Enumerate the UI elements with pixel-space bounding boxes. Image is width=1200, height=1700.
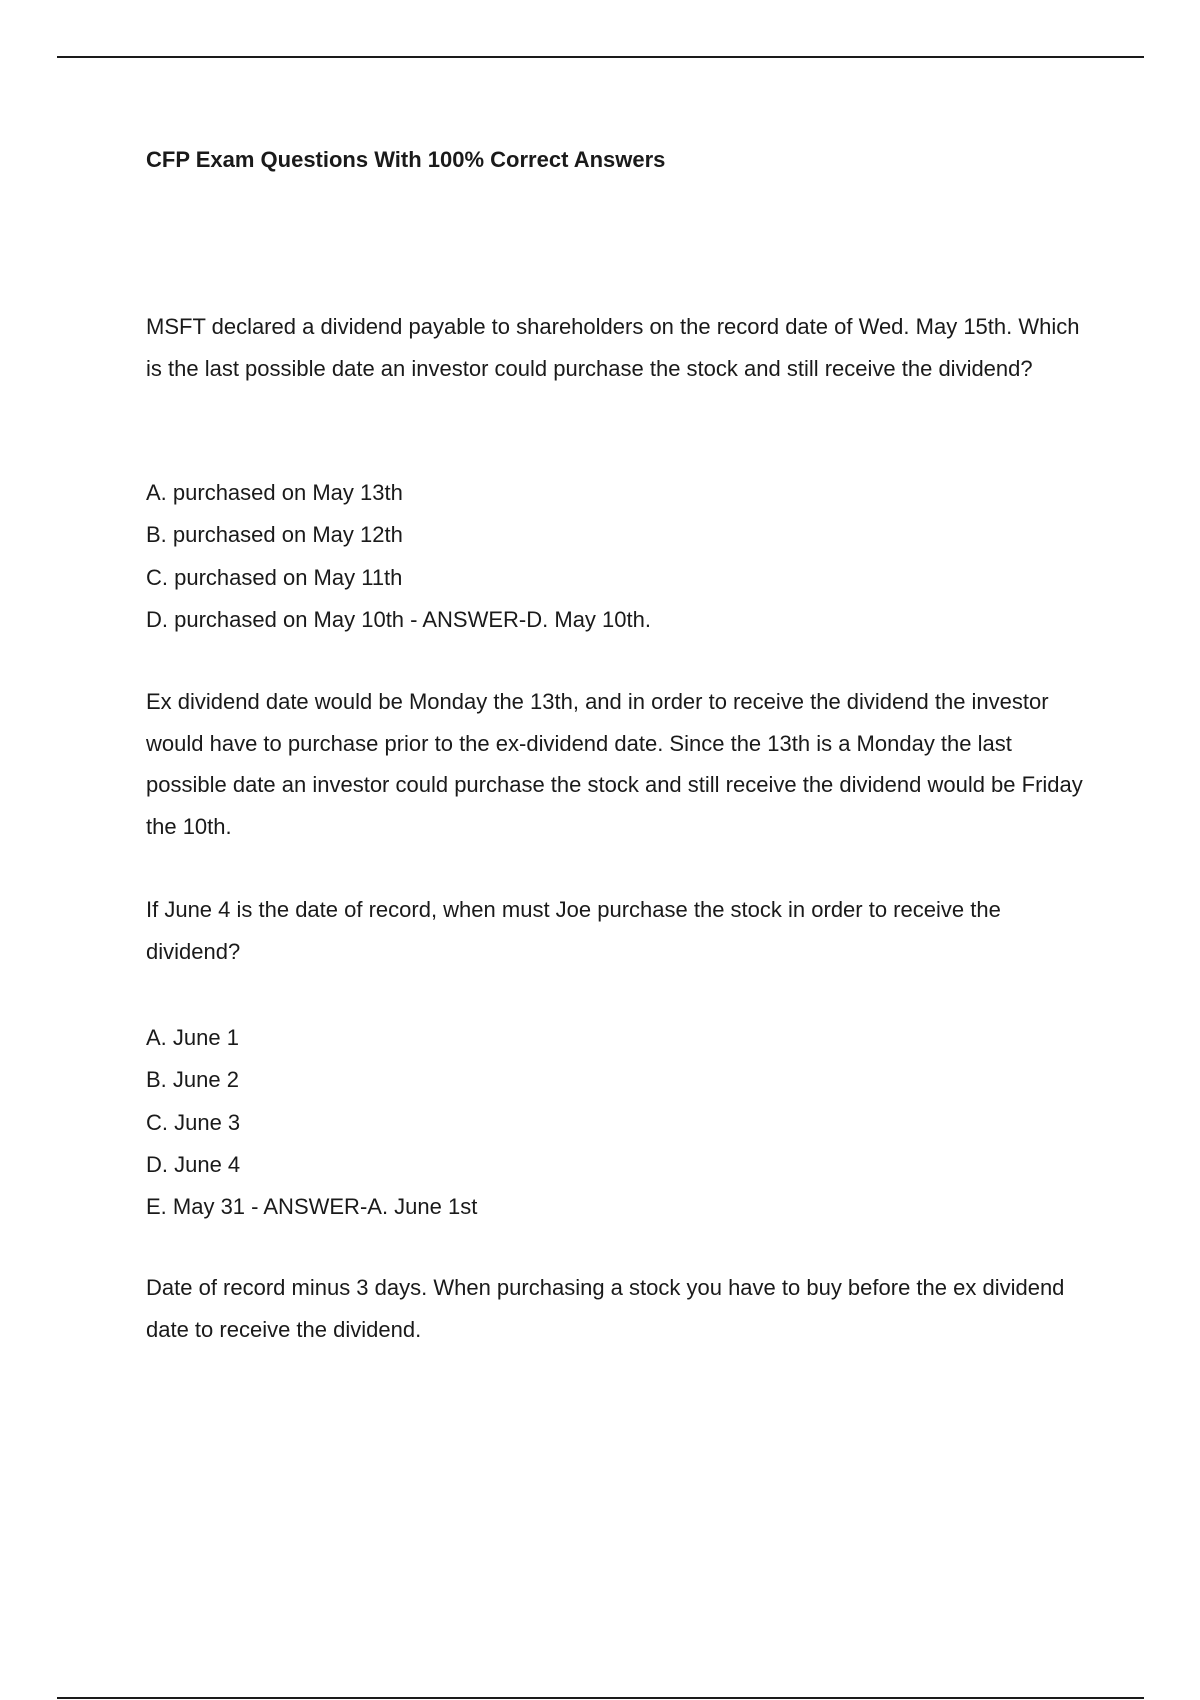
question-1-option-c: C. purchased on May 11th bbox=[146, 564, 403, 590]
question-1-option-d: D. purchased on May 10th - ANSWER-D. May 10th. bbox=[146, 606, 651, 632]
question-2-option-a: A. June 1 bbox=[146, 1025, 239, 1050]
footer-rule bbox=[57, 1697, 1144, 1699]
question-2-option-b: B. June 2 bbox=[146, 1067, 239, 1093]
question-1-option-b: B. purchased on May 12th bbox=[146, 522, 403, 548]
question-2-option-c: C. June 3 bbox=[146, 1109, 241, 1135]
question-2-text: If June 4 is the date of record, when must Joe purchase the stock in order to receive the dividend? bbox=[146, 897, 1001, 964]
question-1-text: MSFT declared a dividend payable to shareholders on the record date of Wed. May 15th. Which is the last possible date an investor could purchase the stock and still receive the dividend? bbox=[146, 314, 1080, 381]
question-2-options bbox=[146, 1017, 1096, 1228]
question-1-option-a: A. purchased on May 13th bbox=[146, 480, 403, 505]
question-1-explanation: Ex dividend date would be Monday the 13th, and in order to receive the dividend the investor would have to purchase prior to the ex-dividend date. Since the 13th is a Monday the last possible date an investor could purchase the stock and still receive the dividend would be Friday the 10th. bbox=[146, 689, 1083, 839]
document-title: CFP Exam Questions With 100% Correct Answers bbox=[146, 147, 666, 172]
question-2-explanation: Date of record minus 3 days. When purchasing a stock you have to buy before the ex dividend date to receive the dividend. bbox=[146, 1275, 1065, 1342]
header-rule bbox=[57, 56, 1144, 58]
question-1-options bbox=[146, 472, 1096, 641]
question-2-option-d: D. June 4 bbox=[146, 1151, 241, 1177]
question-2-option-e: E. May 31 - ANSWER-A. June 1st bbox=[146, 1194, 478, 1220]
